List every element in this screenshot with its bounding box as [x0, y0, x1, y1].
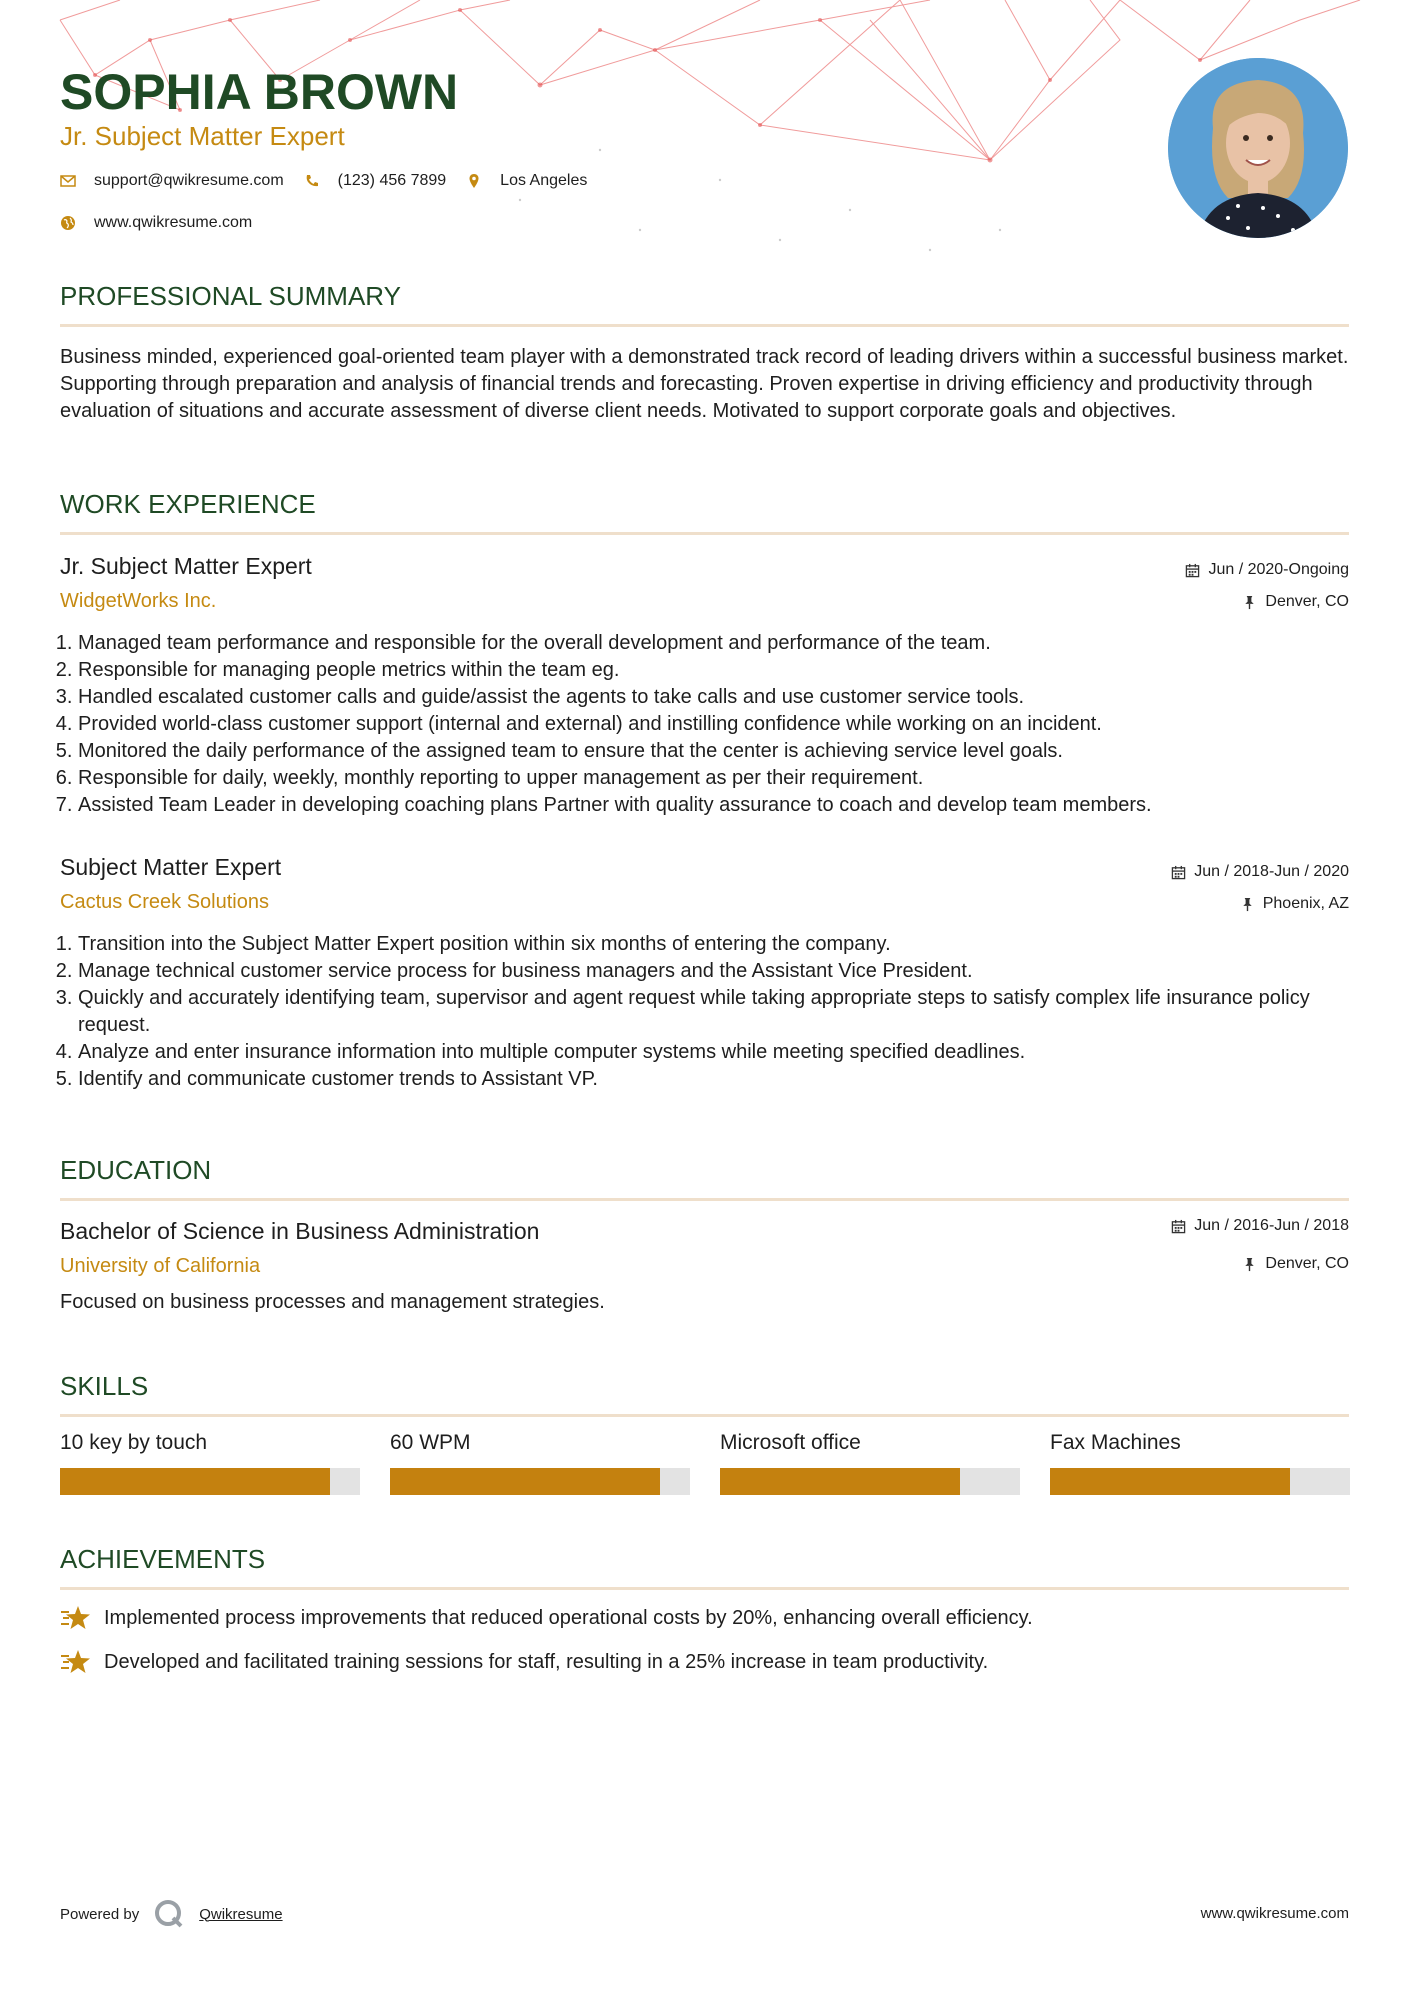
skill-name: Microsoft office — [720, 1431, 861, 1454]
pushpin-icon — [1242, 595, 1257, 610]
skill-name: Fax Machines — [1050, 1431, 1181, 1454]
list-item: 5. Monitored the daily performance of the assigned team to ensure that the center is achieving service level goals. — [78, 738, 1367, 765]
website-text: www.qwikresume.com — [94, 214, 253, 231]
calendar-icon — [1171, 865, 1186, 880]
portrait-illustration — [1168, 58, 1348, 238]
email-text: support@qwikresume.com — [94, 172, 284, 189]
achievement-text: Developed and facilitated training sessions for staff, resulting in a 25% increase in team productivity. — [104, 1650, 989, 1673]
education-dates — [1171, 1216, 1349, 1236]
skill-level-fill — [1050, 1468, 1290, 1495]
job-dates — [1185, 560, 1349, 580]
skill-level-bar — [1050, 1468, 1350, 1495]
job-dates — [1171, 862, 1349, 882]
section-divider — [60, 1587, 1349, 1590]
footer-powered-by — [60, 1898, 283, 1930]
contact-row-primary — [60, 172, 607, 190]
education-dates-text: Jun / 2016-Jun / 2018 — [1194, 1217, 1349, 1234]
job-role: Jr. Subject Matter Expert — [60, 553, 312, 579]
pushpin-icon — [1242, 1257, 1257, 1272]
job-location-text: Denver, CO — [1265, 593, 1349, 610]
skill-item — [1050, 1430, 1350, 1456]
skill-item — [720, 1430, 1020, 1456]
candidate-title: Jr. Subject Matter Expert — [60, 121, 345, 151]
education-degree: Bachelor of Science in Business Administration — [60, 1218, 540, 1244]
star-award-icon — [60, 1648, 92, 1676]
candidate-name: SOPHIA BROWN — [60, 64, 459, 120]
list-item: 7. Assisted Team Leader in developing coaching plans Partner with quality assurance to coach and develop team members. — [78, 792, 1367, 819]
profile-photo — [1168, 58, 1348, 238]
envelope-icon — [60, 173, 76, 189]
summary-heading-text: PROFESSIONAL SUMMARY — [60, 281, 401, 311]
skill-item — [60, 1430, 360, 1456]
job-location — [1240, 894, 1349, 914]
education-location — [1242, 1254, 1349, 1274]
phone-text: (123) 456 7899 — [337, 172, 447, 189]
job-dates-text: Jun / 2018-Jun / 2020 — [1194, 863, 1349, 880]
job-location-text: Phoenix, AZ — [1262, 895, 1349, 912]
experience-heading-text: WORK EXPERIENCE — [60, 489, 316, 519]
section-divider — [60, 1414, 1349, 1417]
skill-level-bar — [390, 1468, 690, 1495]
job-company: WidgetWorks Inc. — [60, 590, 217, 612]
section-achievements-heading — [60, 1543, 1349, 1575]
footer-website[interactable]: www.qwikresume.com — [1200, 1905, 1349, 1922]
skill-item — [390, 1430, 690, 1456]
skill-level-fill — [720, 1468, 960, 1495]
skill-level-bar — [60, 1468, 360, 1495]
section-experience-heading — [60, 488, 1349, 520]
achievement-item — [60, 1648, 988, 1676]
list-item: 4. Provided world-class customer support (internal and external) and instilling confidence while working on an incident. — [78, 711, 1367, 738]
contact-email[interactable] — [60, 172, 284, 190]
education-location-text: Denver, CO — [1265, 1255, 1349, 1272]
achievement-item — [60, 1604, 1033, 1632]
list-item: 1. Managed team performance and responsible for the overall development and performance of the team. — [78, 630, 1367, 657]
star-award-icon — [60, 1604, 92, 1632]
list-item: 2. Responsible for managing people metrics within the team eg. — [78, 657, 1367, 684]
globe-icon — [60, 215, 76, 231]
skill-name: 10 key by touch — [60, 1431, 208, 1454]
location-text: Los Angeles — [500, 172, 588, 189]
qwikresume-logo-icon — [153, 1898, 185, 1930]
map-pin-icon — [466, 173, 482, 189]
section-divider — [60, 1198, 1349, 1201]
contact-phone[interactable] — [304, 172, 447, 190]
phone-icon — [304, 173, 320, 189]
calendar-icon — [1185, 563, 1200, 578]
job-bullets — [60, 931, 1367, 1093]
skills-heading-text: SKILLS — [60, 1371, 149, 1401]
job-role: Subject Matter Expert — [60, 854, 282, 880]
list-item: 1. Transition into the Subject Matter Expert position within six months of entering the company. — [78, 931, 1367, 958]
education-school: University of California — [60, 1255, 261, 1277]
qwikresume-link[interactable]: Qwikresume — [199, 1905, 283, 1923]
education-heading-text: EDUCATION — [60, 1155, 212, 1185]
section-divider — [60, 532, 1349, 535]
calendar-icon — [1171, 1219, 1186, 1234]
contact-location — [466, 172, 587, 190]
skill-level-bar — [720, 1468, 1020, 1495]
skill-level-fill — [60, 1468, 330, 1495]
list-item: 3. Handled escalated customer calls and guide/assist the agents to take calls and use customer service tools. — [78, 684, 1367, 711]
skill-name: 60 WPM — [390, 1431, 471, 1454]
job-company: Cactus Creek Solutions — [60, 891, 269, 913]
section-skills-heading — [60, 1370, 1349, 1402]
contact-website[interactable] — [60, 214, 252, 232]
list-item: 2. Manage technical customer service process for business managers and the Assistant Vice President. — [78, 958, 1367, 985]
achievements-heading-text: ACHIEVEMENTS — [60, 1544, 266, 1574]
job-dates-text: Jun / 2020-Ongoing — [1208, 561, 1349, 578]
contact-row-secondary — [60, 214, 272, 232]
powered-by-text: Powered by — [60, 1905, 140, 1923]
section-divider — [60, 324, 1349, 327]
education-description: Focused on business processes and management strategies. — [60, 1291, 605, 1313]
achievement-text: Implemented process improvements that reduced operational costs by 20%, enhancing overall efficiency. — [104, 1606, 1033, 1629]
section-education-heading — [60, 1154, 1349, 1186]
list-item: 6. Responsible for daily, weekly, monthly reporting to upper management as per their requirement. — [78, 765, 1367, 792]
job-location — [1242, 592, 1349, 612]
pushpin-icon — [1240, 897, 1255, 912]
job-bullets — [60, 630, 1367, 819]
section-summary-heading — [60, 280, 1349, 312]
list-item: 5. Identify and communicate customer trends to Assistant VP. — [78, 1066, 1367, 1093]
summary-text: Business minded, experienced goal-oriented team player with a demonstrated track record of leading drivers within a successful business market. Supporting through preparation and analysis of financial trends and forecasting. Proven expertise in driving efficiency and productivity through evaluation of situations and accurate assessment of diverse client needs. Motivated to support corporate goals and objectives. — [60, 346, 1349, 422]
list-item: 3. Quickly and accurately identifying team, supervisor and agent request while taking appropriate steps to satisfy complex life insurance policy request. — [78, 985, 1367, 1039]
skill-level-fill — [390, 1468, 660, 1495]
list-item: 4. Analyze and enter insurance information into multiple computer systems while meeting specified deadlines. — [78, 1039, 1367, 1066]
